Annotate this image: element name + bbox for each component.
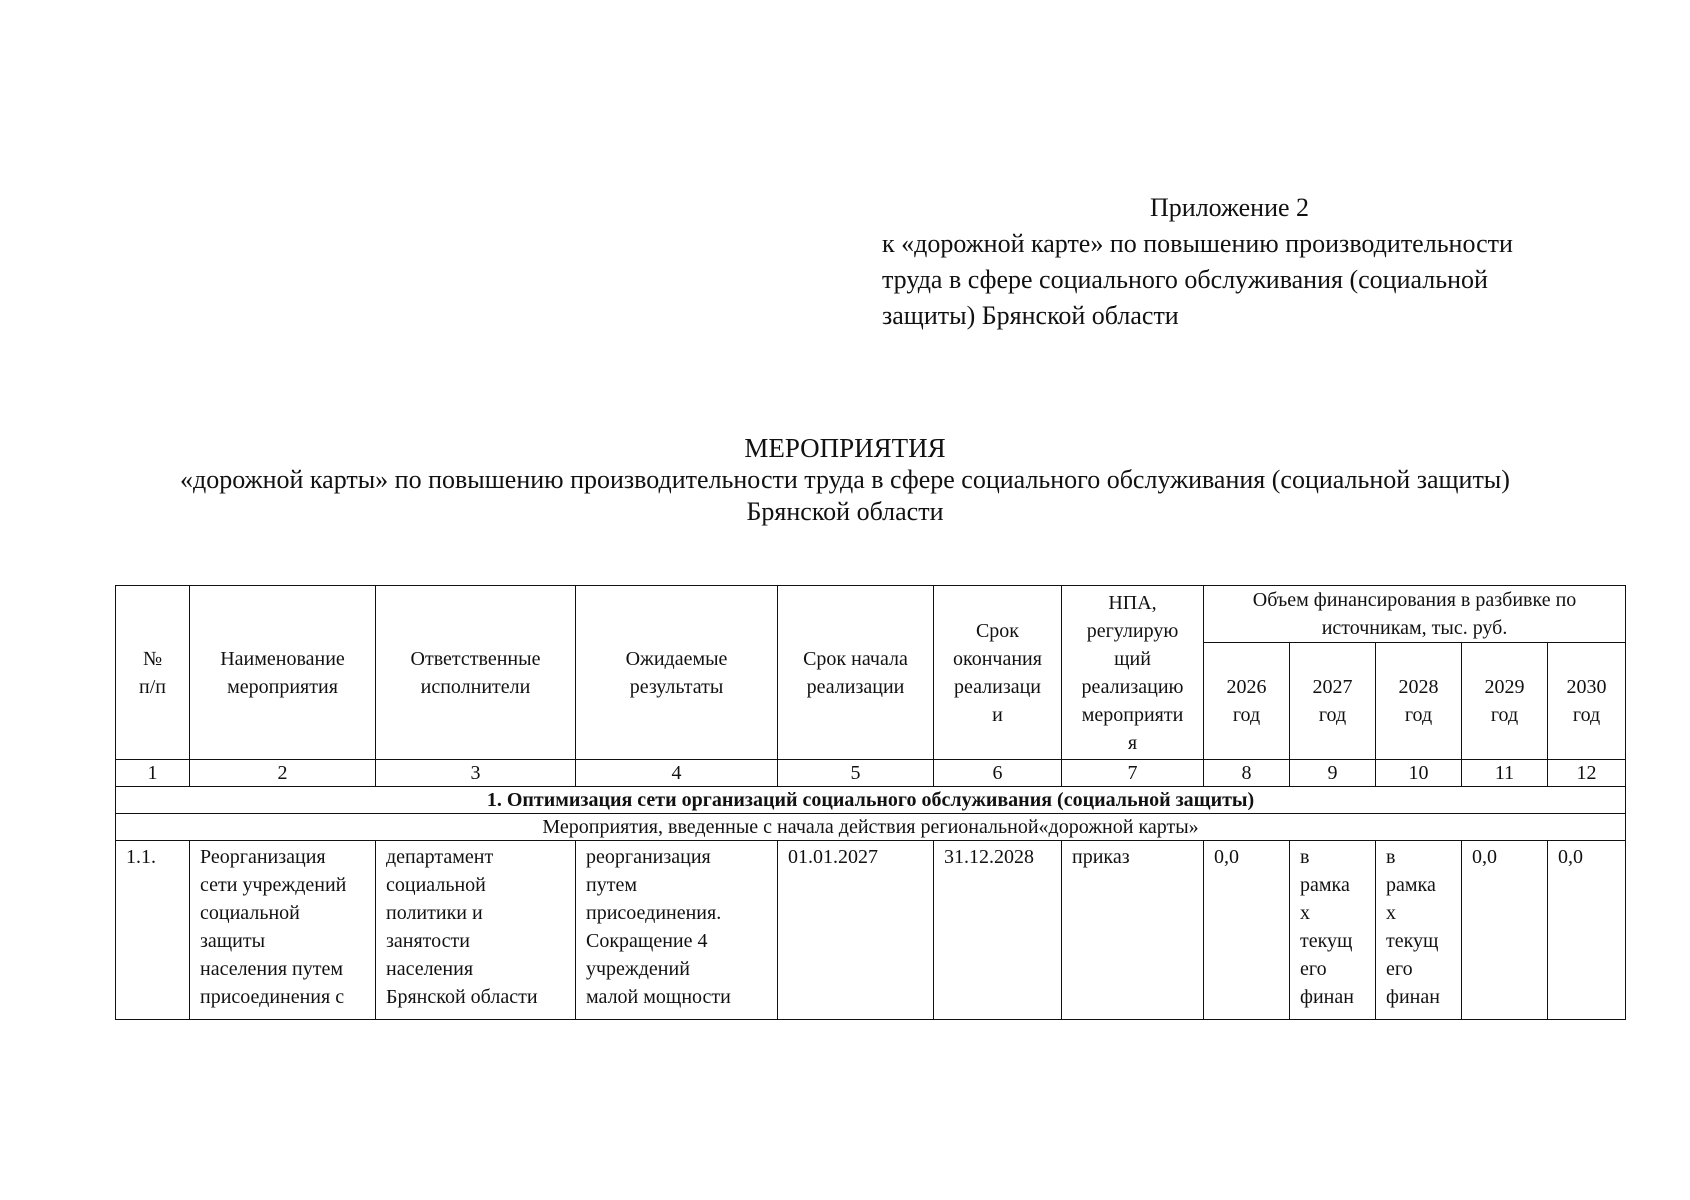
appendix-line-1: к «дорожной карте» по повышению производительности	[882, 229, 1513, 258]
header-name: Наименование мероприятия	[190, 586, 376, 760]
subsection-title: Мероприятия, введенные с начала действия региональной«дорожной карты»	[116, 814, 1626, 841]
document-title	[110, 432, 1580, 528]
appendix-title: Приложение 2	[1150, 193, 1310, 222]
column-number: 8	[1204, 760, 1290, 787]
column-number: 1	[116, 760, 190, 787]
section-title: 1. Оптимизация сети организаций социального обслуживания (социальной защиты)	[116, 787, 1626, 814]
document-title-line-1: «дорожной карты» по повышению производительности труда в сфере социального обслуживания (социальной защиты)	[180, 465, 1510, 494]
header-end: Срок окончания реализаци и	[934, 586, 1062, 760]
header-row-top	[116, 586, 1626, 643]
column-number: 10	[1376, 760, 1462, 787]
column-number: 11	[1462, 760, 1548, 787]
section-row	[116, 787, 1626, 814]
cell-executors: департамент социальной политики и занятости населения Брянской области	[376, 841, 576, 1020]
cell-start: 01.01.2027	[778, 841, 934, 1020]
cell-2028: в рамка х текущ его финан	[1376, 841, 1462, 1020]
subsection-row	[116, 814, 1626, 841]
header-num: № п/п	[116, 586, 190, 760]
column-number: 7	[1062, 760, 1204, 787]
column-number: 4	[576, 760, 778, 787]
header-results: Ожидаемые результаты	[576, 586, 778, 760]
header-executors: Ответственные исполнители	[376, 586, 576, 760]
column-number: 12	[1548, 760, 1626, 787]
header-start: Срок начала реализации	[778, 586, 934, 760]
header-funding: Объем финансирования в разбивке по источникам, тыс. руб.	[1204, 586, 1626, 643]
cell-2029: 0,0	[1462, 841, 1548, 1020]
cell-2030: 0,0	[1548, 841, 1626, 1020]
cell-2027: в рамка х текущ его финан	[1290, 841, 1376, 1020]
column-number: 6	[934, 760, 1062, 787]
header-npa: НПА, регулирую щий реализацию мероприяти я	[1062, 586, 1204, 760]
column-number-row	[116, 760, 1626, 787]
appendix-line-3: защиты) Брянской области	[882, 301, 1179, 330]
appendix-line-2: труда в сфере социального обслуживания (социальной	[882, 265, 1488, 294]
column-number: 2	[190, 760, 376, 787]
cell-end: 31.12.2028	[934, 841, 1062, 1020]
column-number: 9	[1290, 760, 1376, 787]
cell-num: 1.1.	[116, 841, 190, 1020]
cell-name: Реорганизация сети учреждений социальной защиты населения путем присоединения с	[190, 841, 376, 1020]
document-title-main: МЕРОПРИЯТИЯ	[744, 433, 946, 463]
document-title-line-2: Брянской области	[746, 497, 944, 526]
header-year-2027: 2027 год	[1290, 643, 1376, 760]
header-year-2028: 2028 год	[1376, 643, 1462, 760]
cell-npa: приказ	[1062, 841, 1204, 1020]
cell-2026: 0,0	[1204, 841, 1290, 1020]
header-year-2029: 2029 год	[1462, 643, 1548, 760]
cell-results: реорганизация путем присоединения. Сокращение 4 учреждений малой мощности	[576, 841, 778, 1020]
column-number: 3	[376, 760, 576, 787]
table-row	[116, 841, 1626, 1020]
header-year-2030: 2030 год	[1548, 643, 1626, 760]
measures-table	[115, 585, 1626, 1020]
header-year-2026: 2026 год	[1204, 643, 1290, 760]
column-number: 5	[778, 760, 934, 787]
appendix-header	[882, 190, 1642, 334]
